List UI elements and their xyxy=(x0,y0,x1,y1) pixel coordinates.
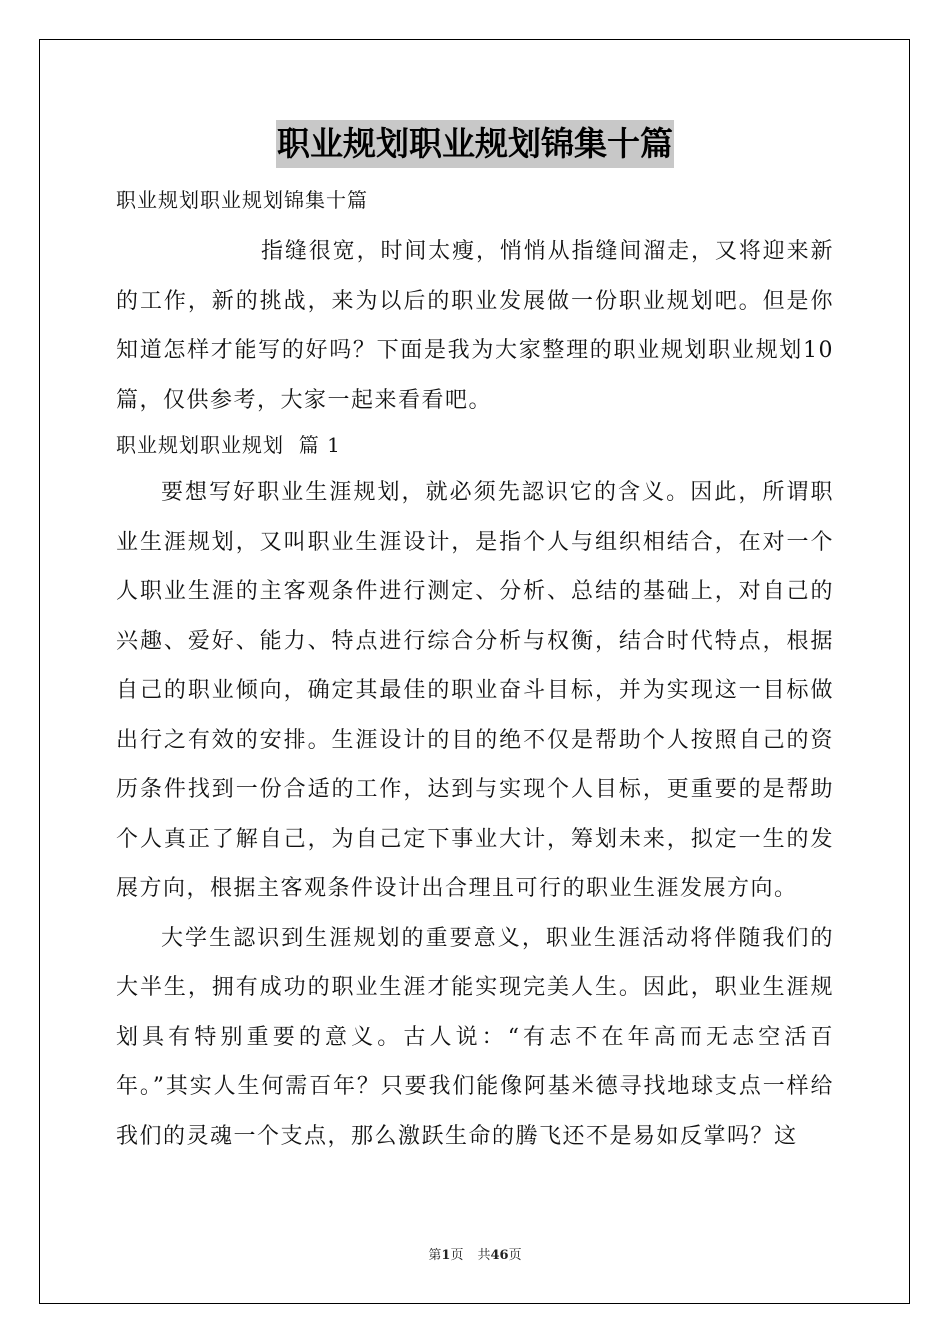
total-prefix: 共 xyxy=(477,1248,491,1263)
title-container xyxy=(0,120,950,168)
body-paragraph-2: 大学生認识到生涯规划的重要意义，职业生涯活动将伴随我们的大半生，拥有成功的职业生涯才能实现完美人生。因此，职业生涯规划具有特别重要的意义。古人说：“有志不在年高而无志空活百年。”其实人生何需百年？只要我们能像阿基米德寻找地球支点一样给我们的灵魂一个支点，那么激跃生命的腾飞还不是易如反掌吗？这 xyxy=(116,925,834,1149)
page-total: 46 xyxy=(490,1248,509,1263)
page-prefix: 第 xyxy=(428,1248,442,1263)
section-heading: 职业规划职业规划 篇 1 xyxy=(116,433,341,457)
body-paragraph-1: 要想写好职业生涯规划，就必须先認识它的含义。因此，所谓职业生涯规划，又叫职业生涯设计，是指个人与组织相结合，在对一个人职业生涯的主客观条件进行测定、分析、总结的基础上，对自己的兴趣、爱好、能力、特点进行综合分析与权衡，结合时代特点，根据自己的职业倾向，确定其最佳的职业奋斗目标，并为实现这一目标做出行之有效的安排。生涯设计的目的绝不仅是帮助个人按照自己的资历条件找到一份合适的工作，达到与实现个人目标，更重要的是帮助个人真正了解自己，为自己定下事业大计，筹划未来，拟定一生的发展方向，根据主客观条件设计出合理且可行的职业生涯发展方向。 xyxy=(116,480,834,901)
document-title: 职业规划职业规划锦集十篇 xyxy=(276,120,674,168)
document-subtitle: 职业规划职业规划锦集十篇 xyxy=(116,188,368,212)
page-current: 1 xyxy=(441,1248,451,1263)
total-suffix: 页 xyxy=(508,1248,522,1263)
document-body xyxy=(116,180,834,1161)
page-suffix: 页 xyxy=(450,1248,464,1263)
page-footer xyxy=(0,1246,950,1266)
intro-paragraph: 指缝很宽，时间太瘦，悄悄从指缝间溜走，又将迎来新的工作，新的挑战，来为以后的职业发展做一份职业规划吧。但是你知道怎样才能写的好吗？下面是我为大家整理的职业规划职业规划10篇，仅供参考，大家一起来看看吧。 xyxy=(116,239,834,413)
